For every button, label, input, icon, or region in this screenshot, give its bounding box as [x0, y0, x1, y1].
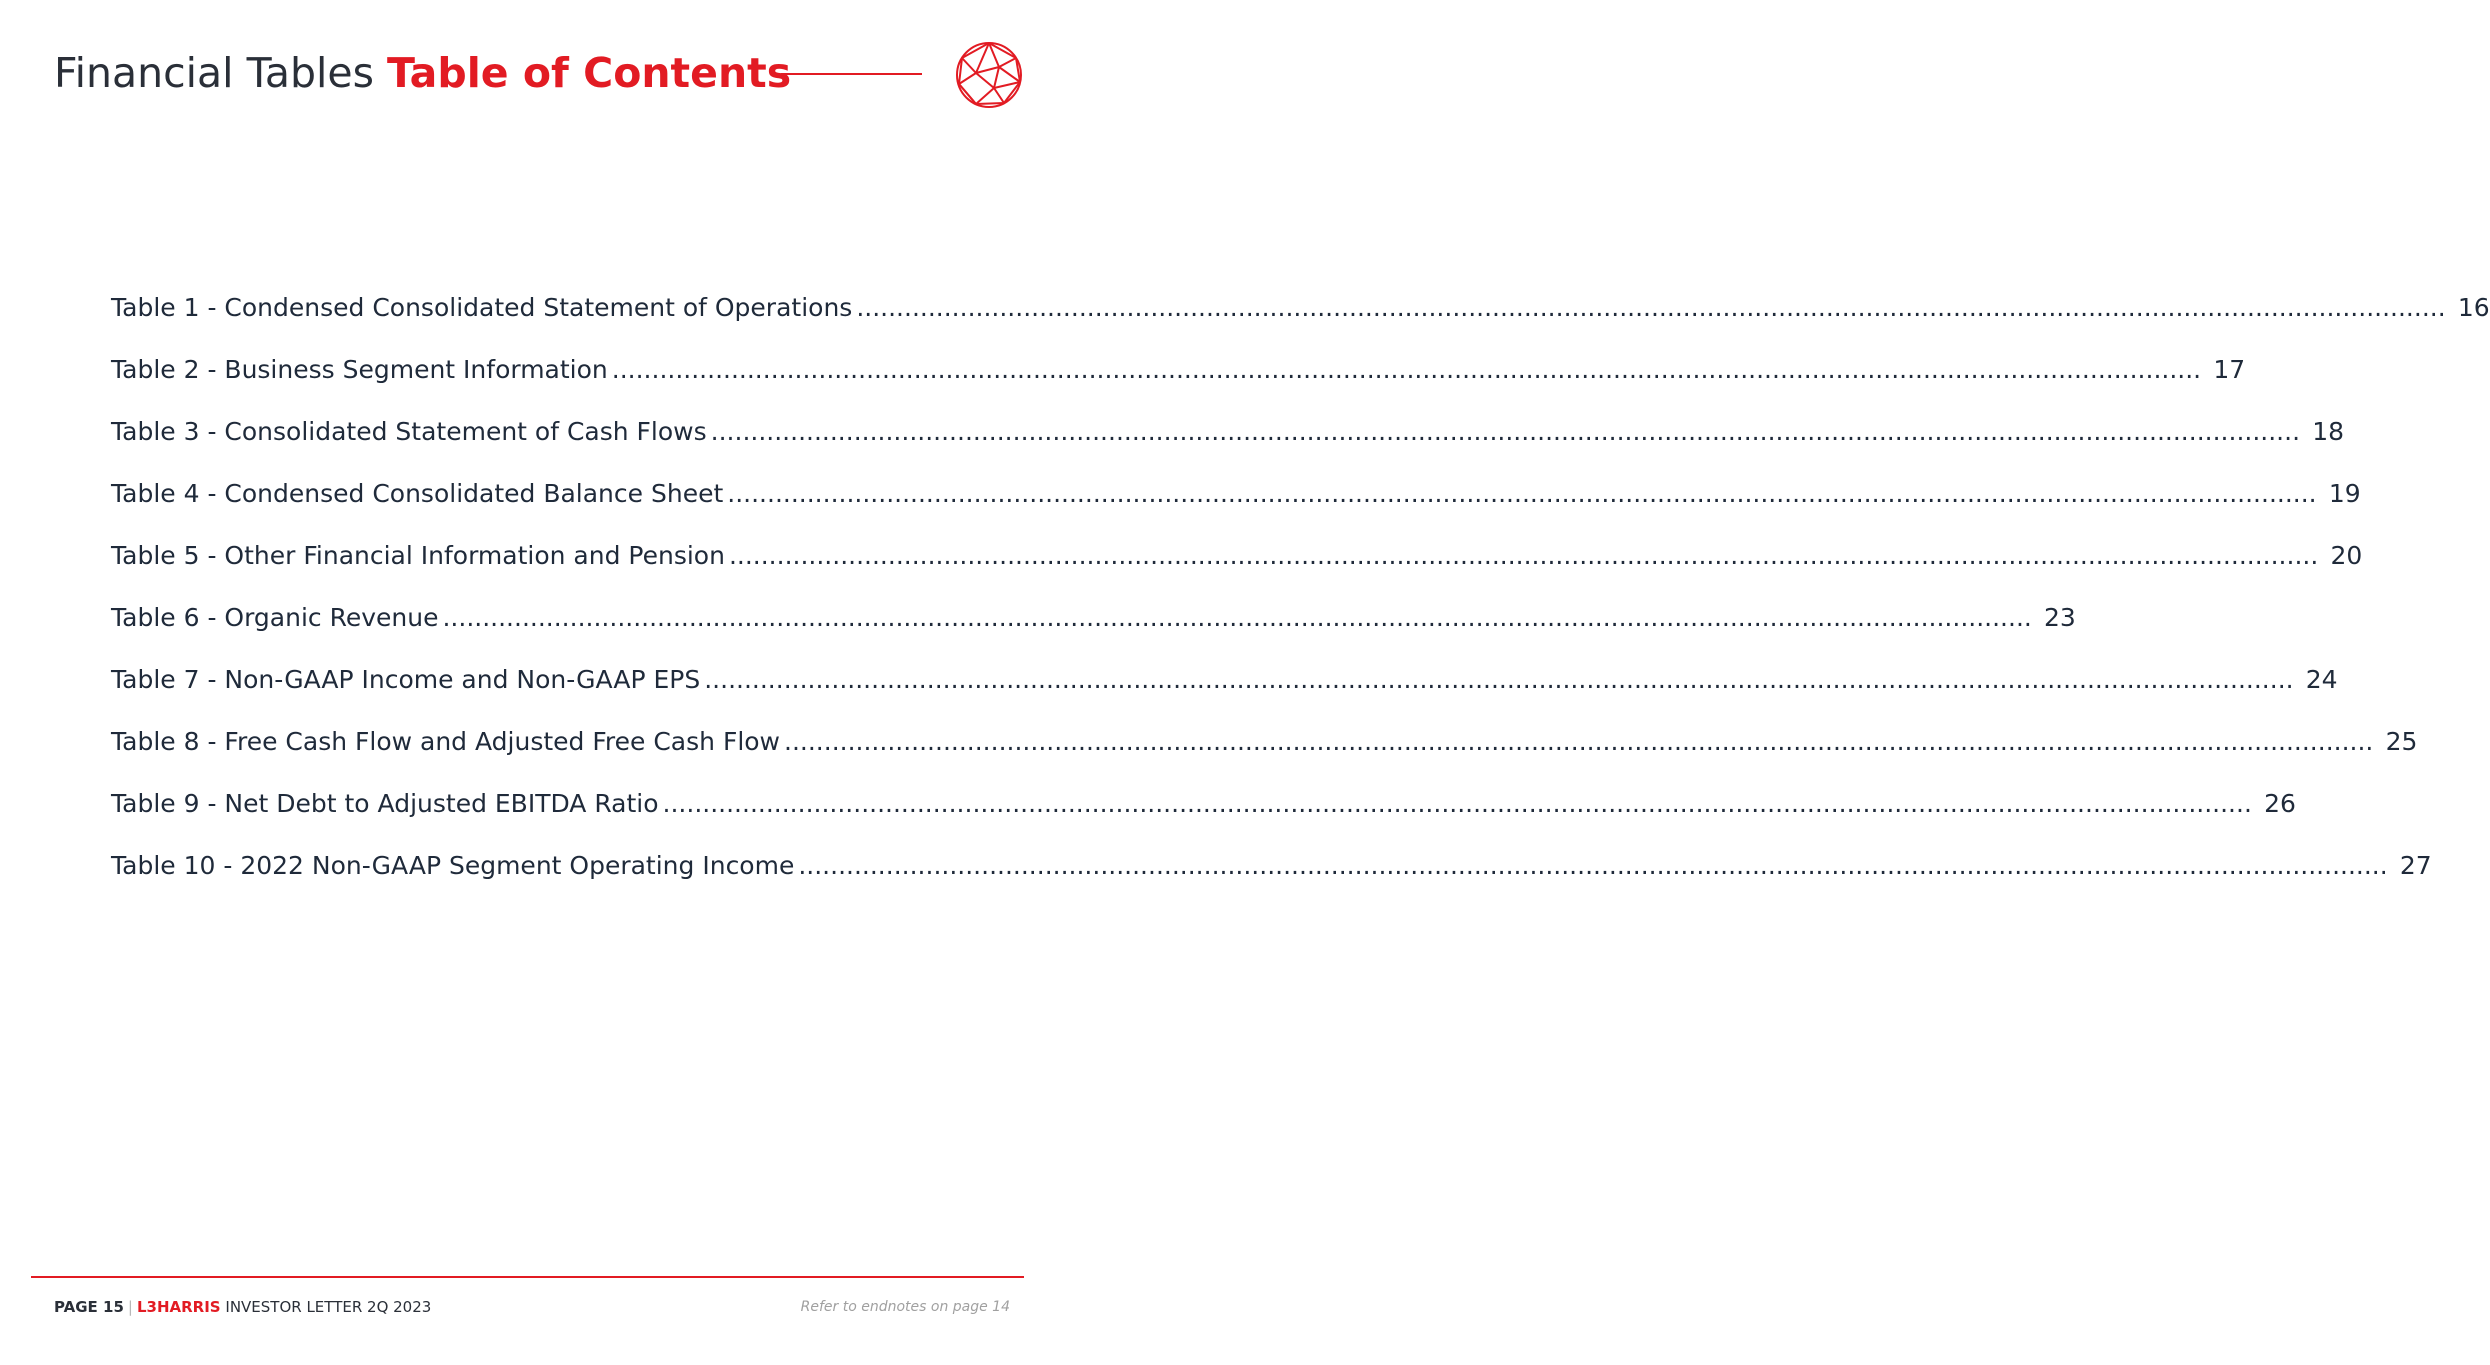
footer-rule	[31, 1276, 1024, 1278]
toc-item-page[interactable]: 25	[2385, 727, 2418, 756]
brand-name: L3HARRIS	[136, 1298, 221, 1316]
toc-item-page[interactable]: 23	[2044, 603, 2076, 632]
toc-item[interactable]	[111, 541, 2363, 603]
page-title-emphasis: Table of Contents	[387, 49, 792, 97]
toc-item[interactable]	[111, 851, 2432, 913]
toc-item-title[interactable]: Table 5 - Other Financial Information and Pension	[111, 541, 725, 570]
toc-item[interactable]	[111, 665, 2338, 727]
toc-item-page[interactable]: 16	[2457, 293, 2490, 322]
toc-dot-leader: ........................................................................................................................................................................................................	[710, 417, 2301, 446]
endnote-reference: Refer to endnotes on page 14	[800, 1299, 1010, 1315]
toc-item-page[interactable]: 26	[2264, 789, 2296, 818]
toc-item-page[interactable]: 18	[2312, 417, 2345, 446]
toc-item-title[interactable]: Table 9 - Net Debt to Adjusted EBITDA Ratio	[111, 789, 659, 818]
toc-item-page[interactable]: 27	[2399, 851, 2432, 880]
toc-item-title[interactable]: Table 7 - Non-GAAP Income and Non-GAAP EPS	[111, 665, 701, 694]
toc-item-page[interactable]: 20	[2330, 541, 2363, 570]
toc-item-title[interactable]: Table 10 - 2022 Non-GAAP Segment Operating Income	[111, 851, 795, 880]
toc-dot-leader: ........................................................................................................................................................................................................	[611, 355, 2202, 384]
header-rule	[781, 73, 922, 75]
toc-item[interactable]	[111, 355, 2246, 417]
page-footer	[54, 1298, 431, 1316]
l3harris-geodesic-logo-icon	[954, 40, 1024, 110]
toc-item[interactable]	[111, 789, 2296, 851]
toc-dot-leader: ........................................................................................................................................................................................................	[727, 479, 2317, 508]
toc-item[interactable]	[111, 727, 2418, 789]
toc-dot-leader: ........................................................................................................................................................................................................	[728, 541, 2319, 570]
table-of-contents	[111, 293, 2490, 913]
page-title	[54, 44, 791, 102]
toc-dot-leader: ........................................................................................................................................................................................................	[442, 603, 2032, 632]
toc-item-page[interactable]: 24	[2305, 665, 2338, 694]
toc-dot-leader: ........................................................................................................................................................................................................	[662, 789, 2252, 818]
toc-item-title[interactable]: Table 6 - Organic Revenue	[111, 603, 439, 632]
toc-dot-leader: ........................................................................................................................................................................................................	[856, 293, 2446, 322]
toc-item-page[interactable]: 19	[2328, 479, 2361, 508]
page-number: PAGE 15	[54, 1298, 124, 1316]
toc-dot-leader: ........................................................................................................................................................................................................	[704, 665, 2294, 694]
toc-item-page[interactable]: 17	[2213, 355, 2246, 384]
toc-dot-leader: ........................................................................................................................................................................................................	[798, 851, 2388, 880]
toc-item[interactable]	[111, 417, 2345, 479]
toc-item[interactable]	[111, 293, 2490, 355]
toc-item-title[interactable]: Table 8 - Free Cash Flow and Adjusted Free Cash Flow	[111, 727, 781, 756]
toc-item-title[interactable]: Table 4 - Condensed Consolidated Balance Sheet	[111, 479, 724, 508]
toc-item[interactable]	[111, 479, 2361, 541]
toc-item-title[interactable]: Table 1 - Condensed Consolidated Statement of Operations	[111, 293, 853, 322]
toc-item-title[interactable]: Table 3 - Consolidated Statement of Cash Flows	[111, 417, 707, 446]
document-title: INVESTOR LETTER 2Q 2023	[225, 1298, 432, 1316]
toc-item-title[interactable]: Table 2 - Business Segment Information	[111, 355, 608, 384]
page-title-section: Financial Tables	[54, 49, 374, 97]
footer-separator: |	[127, 1298, 133, 1316]
toc-item[interactable]	[111, 603, 2076, 665]
toc-dot-leader: ........................................................................................................................................................................................................	[784, 727, 2374, 756]
